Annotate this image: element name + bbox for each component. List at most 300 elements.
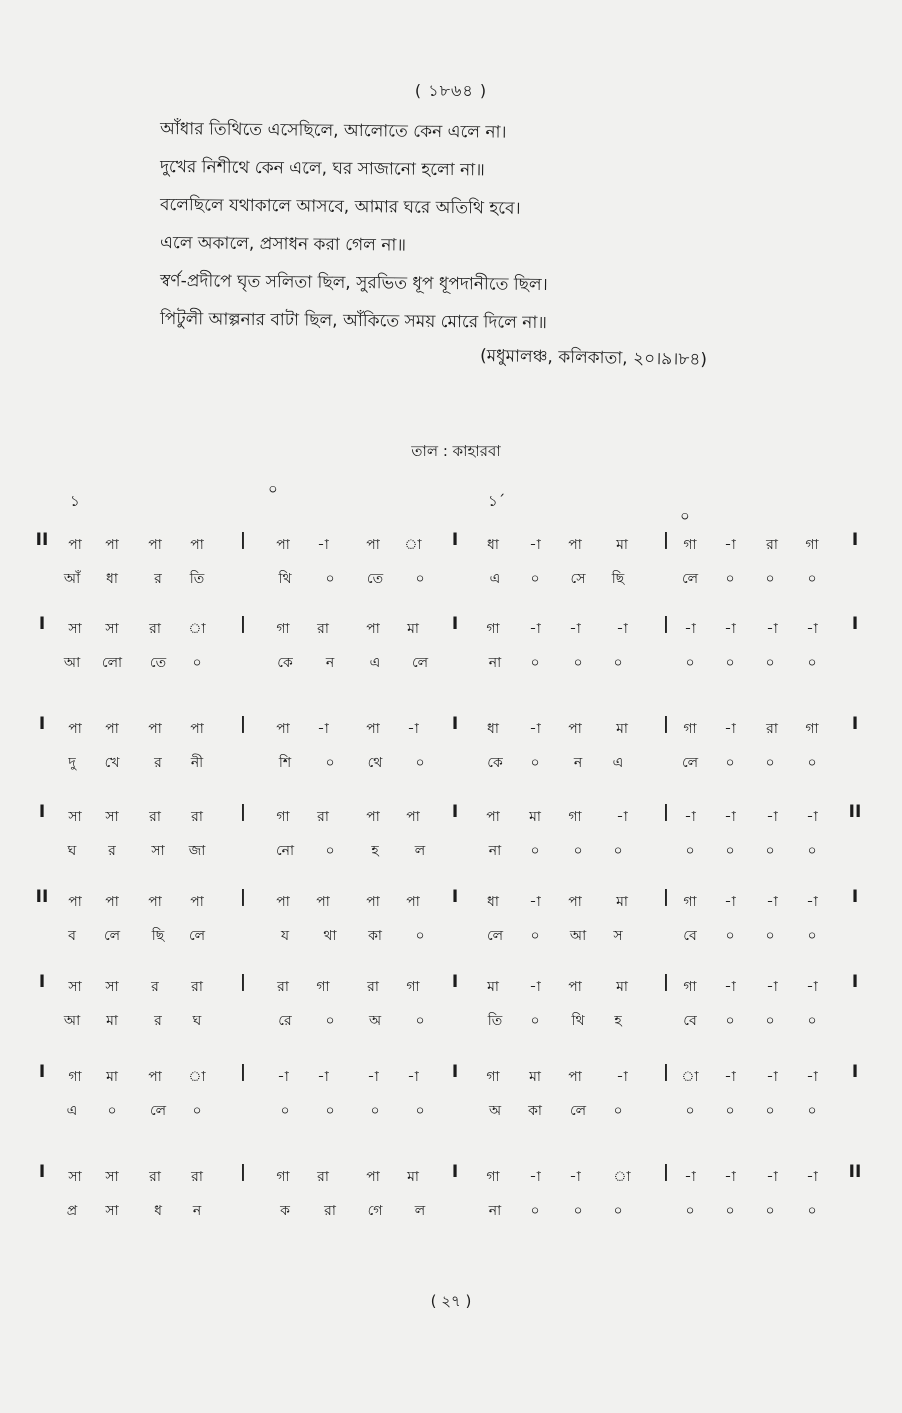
bani-syllable: ০ — [807, 755, 817, 771]
bar-line: II — [35, 530, 49, 550]
bani-syllable: ০ — [370, 1103, 380, 1119]
bani-syllable: ০ — [325, 571, 335, 587]
swara-note: সা — [68, 1169, 82, 1185]
bani-syllable: এ — [489, 571, 501, 587]
swara-note: গা — [568, 809, 582, 825]
swara-note: গা — [683, 894, 697, 910]
bani-syllable: ০ — [415, 755, 425, 771]
bani-syllable: না — [488, 1203, 502, 1219]
lyric-line: পিটুলী আল্পনার বাটা ছিল, আঁকিতে সময় মোরে দিলে না॥ — [159, 309, 548, 334]
swara-note: পা — [568, 979, 582, 995]
bani-syllable: অ — [488, 1103, 502, 1119]
swara-note: পা — [406, 894, 420, 910]
bani-syllable: লো — [101, 655, 123, 671]
bani-syllable: ০ — [765, 655, 775, 671]
beat-mark: ১´ — [488, 492, 506, 510]
swara-note: -া — [684, 809, 696, 825]
bani-syllable: ০ — [530, 1013, 540, 1029]
swara-note: পা — [148, 894, 162, 910]
swara-note: -া — [684, 1169, 696, 1185]
bani-syllable: তি — [189, 571, 205, 587]
bani-syllable: ০ — [685, 655, 695, 671]
bani-syllable: ঘ — [192, 1013, 202, 1029]
bar-line: | — [239, 887, 247, 907]
bani-syllable: ০ — [530, 755, 540, 771]
bani-syllable: লে — [569, 1103, 587, 1119]
bani-syllable: ০ — [573, 1203, 583, 1219]
bani-syllable: ০ — [765, 1013, 775, 1029]
swara-note: সা — [68, 979, 82, 995]
swara-note: মা — [106, 1069, 118, 1085]
bani-syllable: ছি — [611, 571, 625, 587]
bani-syllable: স — [613, 928, 623, 944]
bani-syllable: ০ — [685, 1103, 695, 1119]
swara-note: পা — [190, 894, 204, 910]
bani-syllable: এ — [612, 755, 624, 771]
swara-note: সা — [68, 621, 82, 637]
bani-syllable: আ — [63, 1013, 81, 1029]
bar-line: I — [38, 1162, 46, 1182]
swara-note: গা — [276, 621, 290, 637]
swara-note: -া — [724, 621, 736, 637]
swara-note: সা — [68, 809, 82, 825]
bani-syllable: ০ — [530, 655, 540, 671]
swara-note: সা — [105, 1169, 119, 1185]
bar-line: I — [851, 530, 859, 550]
swara-note: পা — [276, 894, 290, 910]
bani-syllable: তি — [487, 1013, 503, 1029]
bar-line: I — [38, 802, 46, 822]
swara-note: ধা — [487, 721, 499, 737]
swara-note: পা — [105, 894, 119, 910]
bani-syllable: ০ — [807, 843, 817, 859]
swara-note: -া — [766, 894, 778, 910]
bar-line: | — [239, 714, 247, 734]
swara-note: পা — [105, 537, 119, 553]
bani-syllable: কে — [277, 655, 293, 671]
swara-note: মা — [616, 979, 628, 995]
swara-note: া — [613, 1169, 631, 1185]
swara-note: রা — [367, 979, 379, 995]
bani-syllable: এ — [369, 655, 381, 671]
swara-note: পা — [568, 537, 582, 553]
bar-line: | — [239, 614, 247, 634]
lyric-line: বলেছিলে যথাকালে আসবে, আমার ঘরে অতিথি হবে। — [159, 195, 521, 219]
swara-note: গা — [276, 809, 290, 825]
bani-syllable: ০ — [530, 928, 540, 944]
swara-note: -া — [277, 1069, 289, 1085]
bani-syllable: ০ — [530, 1203, 540, 1219]
swara-note: গা — [486, 621, 500, 637]
bani-syllable: জা — [188, 843, 206, 859]
swara-note: পা — [68, 894, 82, 910]
bani-syllable: হ — [371, 843, 379, 859]
bani-syllable: ০ — [192, 655, 202, 671]
bar-line: | — [662, 1162, 670, 1182]
bar-line: | — [662, 802, 670, 822]
swara-note: -া — [806, 621, 818, 637]
bani-syllable: ০ — [530, 571, 540, 587]
bani-syllable: ল — [414, 843, 426, 859]
swara-note: রা — [191, 1169, 203, 1185]
bani-syllable: তে — [366, 571, 384, 587]
bani-syllable: অ — [368, 1013, 382, 1029]
bar-line: I — [451, 1062, 459, 1082]
swara-note: -া — [529, 537, 541, 553]
bar-line: | — [662, 714, 670, 734]
swara-note: গা — [805, 721, 819, 737]
bar-line: I — [451, 887, 459, 907]
bani-syllable: থা — [323, 928, 337, 944]
bani-syllable: ০ — [192, 1103, 202, 1119]
bar-line: I — [451, 802, 459, 822]
swara-note: র — [151, 979, 159, 995]
bani-syllable: লে — [681, 755, 699, 771]
bar-line: | — [662, 887, 670, 907]
bani-syllable: ক — [280, 1203, 290, 1219]
bani-syllable: ০ — [807, 655, 817, 671]
swara-note: সা — [105, 979, 119, 995]
lyric-line: আঁধার তিথিতে এসেছিলে, আলোতে কেন এলে না। — [159, 119, 507, 143]
swara-note: মা — [616, 537, 628, 553]
bani-syllable: ০ — [325, 843, 335, 859]
bani-syllable: ০ — [530, 843, 540, 859]
swara-note: রা — [766, 537, 778, 553]
bani-syllable: বে — [683, 1013, 697, 1029]
swara-note: রা — [317, 809, 329, 825]
swara-note: -া — [407, 721, 419, 737]
bani-syllable: লে — [681, 571, 699, 587]
swara-note: -া — [766, 1169, 778, 1185]
swara-note: -া — [724, 1169, 736, 1185]
bani-syllable: ০ — [765, 928, 775, 944]
bani-syllable: র — [154, 755, 162, 771]
bani-syllable: ০ — [725, 1013, 735, 1029]
bani-syllable: র — [154, 571, 162, 587]
bar-line: I — [451, 972, 459, 992]
bani-syllable: লে — [103, 928, 121, 944]
bani-syllable: ০ — [613, 655, 623, 671]
lyric-line: এলে অকালে, প্রসাধন করা গেল না॥ — [159, 233, 407, 256]
swara-note: পা — [366, 1169, 380, 1185]
bani-syllable: ০ — [725, 1103, 735, 1119]
bani-syllable: ধা — [106, 571, 118, 587]
swara-note: পা — [190, 537, 204, 553]
bar-line: I — [451, 530, 459, 550]
swara-note: পা — [486, 809, 500, 825]
bani-syllable: আঁ — [63, 571, 81, 587]
swara-note: -া — [684, 621, 696, 637]
swara-note: গা — [683, 537, 697, 553]
bani-syllable: ন — [573, 755, 583, 771]
swara-note: -া — [806, 894, 818, 910]
bani-syllable: থি — [571, 1013, 585, 1029]
swara-note: -া — [317, 537, 329, 553]
bani-syllable: ০ — [685, 1203, 695, 1219]
swara-note: পা — [68, 721, 82, 737]
swara-note: গা — [805, 537, 819, 553]
bani-syllable: ০ — [613, 1103, 623, 1119]
swara-note: ধা — [487, 894, 499, 910]
bani-syllable: য — [280, 928, 290, 944]
swara-note: মা — [616, 721, 628, 737]
swara-note: -া — [529, 979, 541, 995]
swara-note: -া — [766, 979, 778, 995]
bani-syllable: প্র — [66, 1203, 78, 1219]
bani-syllable: ল — [414, 1203, 426, 1219]
swara-note: রা — [191, 979, 203, 995]
bani-syllable: ০ — [415, 928, 425, 944]
swara-note: -া — [616, 1069, 628, 1085]
bani-syllable: ০ — [325, 1103, 335, 1119]
swara-note: মা — [616, 894, 628, 910]
bar-line: II — [35, 887, 49, 907]
swara-note: মা — [529, 809, 541, 825]
swara-note: -া — [806, 809, 818, 825]
swara-note: -া — [724, 809, 736, 825]
swara-note: -া — [806, 1069, 818, 1085]
bani-syllable: ঘ — [67, 843, 77, 859]
bani-syllable: সা — [105, 1203, 119, 1219]
swara-note: -া — [766, 621, 778, 637]
bani-syllable: ০ — [613, 1203, 623, 1219]
bani-syllable: হ — [614, 1013, 622, 1029]
swara-note: রা — [149, 1169, 161, 1185]
swara-note: গা — [486, 1069, 500, 1085]
bani-syllable: আ — [569, 928, 587, 944]
swara-note: া — [681, 1069, 699, 1085]
swara-note: -া — [529, 1169, 541, 1185]
bani-syllable: ব — [68, 928, 76, 944]
bani-syllable: ০ — [573, 655, 583, 671]
bani-syllable: ০ — [765, 1103, 775, 1119]
bani-syllable: নো — [275, 843, 295, 859]
bani-syllable: ০ — [807, 1103, 817, 1119]
swara-note: রা — [317, 621, 329, 637]
swara-note: ধা — [487, 537, 499, 553]
swara-note: পা — [366, 721, 380, 737]
bani-syllable: ০ — [725, 1203, 735, 1219]
swara-note: পা — [276, 721, 290, 737]
bani-syllable: মা — [106, 1013, 118, 1029]
swara-note: -া — [529, 621, 541, 637]
swara-note: -া — [806, 979, 818, 995]
bani-syllable: ০ — [765, 755, 775, 771]
bani-syllable: বে — [683, 928, 697, 944]
bani-syllable: আ — [63, 655, 81, 671]
swara-note: মা — [529, 1069, 541, 1085]
bar-line: | — [662, 1062, 670, 1082]
page-number-top: ( ১৮৬৪ ) — [414, 81, 488, 100]
bani-syllable: ধ — [154, 1203, 162, 1219]
swara-note: রা — [149, 809, 161, 825]
bar-line: I — [851, 614, 859, 634]
swara-note: -া — [616, 621, 628, 637]
bani-syllable: ০ — [807, 571, 817, 587]
swara-note: রা — [766, 721, 778, 737]
bar-line: | — [662, 972, 670, 992]
bani-syllable: তে — [149, 655, 167, 671]
bani-syllable: লে — [486, 928, 504, 944]
swara-note: পা — [366, 894, 380, 910]
swara-note: -া — [724, 894, 736, 910]
page-number-bottom: ( ২৭ ) — [430, 1292, 472, 1310]
bar-line: | — [239, 530, 247, 550]
bani-syllable: সা — [151, 843, 165, 859]
bani-syllable: নী — [190, 755, 204, 771]
bani-syllable: রা — [324, 1203, 336, 1219]
swara-note: -া — [529, 894, 541, 910]
bani-syllable: র — [154, 1013, 162, 1029]
bani-syllable: ০ — [280, 1103, 290, 1119]
bar-line: II — [848, 1162, 862, 1182]
bar-line: I — [851, 972, 859, 992]
bani-syllable: ০ — [325, 755, 335, 771]
swara-note: পা — [148, 1069, 162, 1085]
bani-syllable: ন — [192, 1203, 202, 1219]
swara-note: মা — [487, 979, 499, 995]
bar-line: | — [662, 530, 670, 550]
swara-note: পা — [568, 721, 582, 737]
swara-note: গা — [683, 721, 697, 737]
bar-line: I — [851, 887, 859, 907]
bani-syllable: থি — [278, 571, 292, 587]
swara-note: পা — [190, 721, 204, 737]
swara-note: -া — [569, 621, 581, 637]
bar-line: II — [848, 802, 862, 822]
swara-note: -া — [529, 721, 541, 737]
bani-syllable: না — [488, 843, 502, 859]
lyric-line: দুখের নিশীথে কেন এলে, ঘর সাজানো হলো না॥ — [159, 157, 485, 181]
bar-line: | — [239, 1062, 247, 1082]
swara-note: পা — [105, 721, 119, 737]
lyrics-block — [160, 110, 760, 338]
swara-note: -া — [569, 1169, 581, 1185]
swara-note: -া — [724, 1069, 736, 1085]
swara-note: পা — [148, 721, 162, 737]
beat-mark: ০ — [680, 507, 690, 525]
bar-line: | — [239, 1162, 247, 1182]
bar-line: I — [38, 1062, 46, 1082]
swara-note: -া — [317, 721, 329, 737]
swara-note: সা — [105, 809, 119, 825]
bani-syllable: থে — [367, 755, 383, 771]
swara-note: পা — [316, 894, 330, 910]
source-citation: (মধুমালঞ্চ, কলিকাতা, ২০।৯।৮৪) — [479, 346, 708, 370]
swara-note: -া — [766, 1069, 778, 1085]
bani-syllable: লে — [411, 655, 429, 671]
bani-syllable: না — [488, 655, 502, 671]
swara-note: পা — [568, 1069, 582, 1085]
bani-syllable: লে — [188, 928, 206, 944]
swara-note: পা — [148, 537, 162, 553]
bani-syllable: ০ — [765, 843, 775, 859]
swara-note: পা — [366, 537, 380, 553]
swara-note: া — [188, 1069, 206, 1085]
swara-note: গা — [68, 1069, 82, 1085]
bani-syllable: সে — [570, 571, 586, 587]
bani-syllable: ০ — [725, 843, 735, 859]
bani-syllable: ০ — [685, 843, 695, 859]
bani-syllable: ০ — [415, 571, 425, 587]
swara-note: গা — [316, 979, 330, 995]
bani-syllable: ০ — [725, 755, 735, 771]
bani-syllable: ০ — [107, 1103, 117, 1119]
bani-syllable: ছি — [151, 928, 165, 944]
bani-syllable: ০ — [807, 928, 817, 944]
bani-syllable: ন — [325, 655, 335, 671]
bar-line: I — [451, 614, 459, 634]
swara-note: সা — [105, 621, 119, 637]
bar-line: I — [38, 972, 46, 992]
swara-note: -া — [766, 809, 778, 825]
bar-line: | — [239, 972, 247, 992]
bani-syllable: রে — [278, 1013, 292, 1029]
beat-mark: ১ — [70, 492, 80, 510]
swara-note: -া — [407, 1069, 419, 1085]
swara-note: রা — [191, 809, 203, 825]
swara-note: -া — [806, 1169, 818, 1185]
bani-syllable: ০ — [725, 655, 735, 671]
bar-line: I — [851, 714, 859, 734]
bani-syllable: ০ — [325, 1013, 335, 1029]
swara-note: গা — [276, 1169, 290, 1185]
bar-line: I — [38, 714, 46, 734]
bar-line: I — [451, 714, 459, 734]
bar-line: I — [451, 1162, 459, 1182]
swara-note: া — [404, 537, 422, 553]
lyric-line: স্বর্ণ-প্রদীপে ঘৃত সলিতা ছিল, সুরভিত ধূপ ধূপদানীতে ছিল। — [159, 271, 548, 296]
bar-line: | — [662, 614, 670, 634]
swara-note: া — [188, 621, 206, 637]
bani-syllable: লে — [149, 1103, 167, 1119]
swara-note: গা — [486, 1169, 500, 1185]
bani-syllable: শি — [278, 755, 292, 771]
bani-syllable: খে — [104, 755, 120, 771]
bani-syllable: এ — [66, 1103, 78, 1119]
bani-syllable: ০ — [725, 928, 735, 944]
swara-note: -া — [724, 979, 736, 995]
swara-note: পা — [406, 809, 420, 825]
bar-line: I — [38, 614, 46, 634]
bani-syllable: কা — [368, 928, 382, 944]
swara-note: -া — [616, 809, 628, 825]
bani-syllable: ০ — [725, 571, 735, 587]
bar-line: | — [239, 802, 247, 822]
swara-note: মা — [407, 1169, 419, 1185]
bani-syllable: ০ — [765, 1203, 775, 1219]
bani-syllable: ০ — [415, 1103, 425, 1119]
bani-syllable: ০ — [573, 843, 583, 859]
bani-syllable: ০ — [613, 843, 623, 859]
beat-mark: ০ — [268, 480, 278, 498]
swara-note: পা — [68, 537, 82, 553]
bani-syllable: ০ — [765, 571, 775, 587]
swara-note: মা — [407, 621, 419, 637]
bani-syllable: র — [108, 843, 116, 859]
bani-syllable: ০ — [807, 1013, 817, 1029]
bani-syllable: কে — [487, 755, 503, 771]
bani-syllable: ০ — [415, 1013, 425, 1029]
tala-label: তাল : কাহারবা — [411, 442, 501, 460]
swara-note: পা — [568, 894, 582, 910]
swara-note: -া — [724, 537, 736, 553]
bani-syllable: গে — [367, 1203, 383, 1219]
swara-note: রা — [149, 621, 161, 637]
swara-note: পা — [276, 537, 290, 553]
bani-syllable: ০ — [807, 1203, 817, 1219]
swara-note: গা — [683, 979, 697, 995]
